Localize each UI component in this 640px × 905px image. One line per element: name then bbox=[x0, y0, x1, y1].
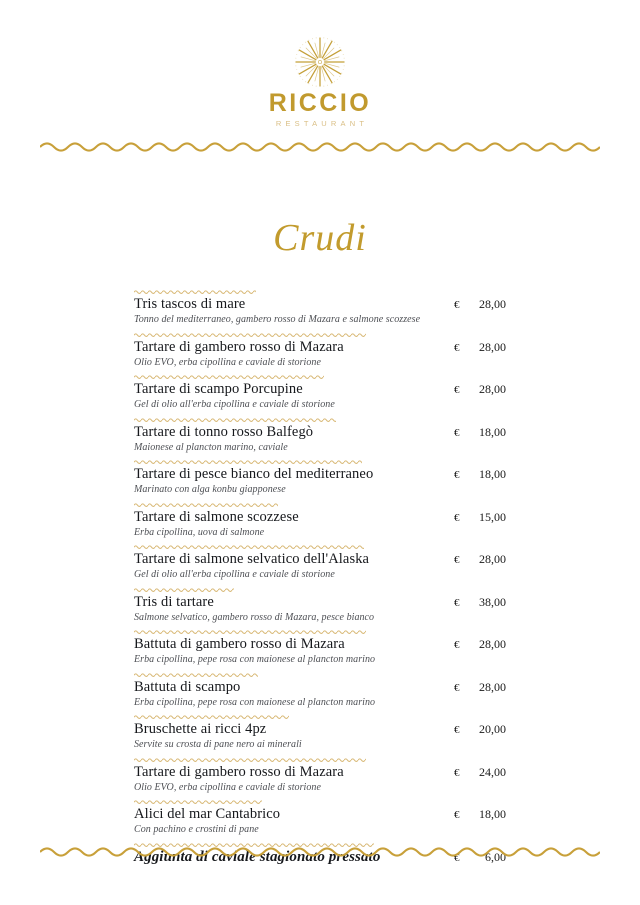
menu-item-name: Tartare di scampo Porcupine bbox=[134, 381, 303, 398]
menu-item bbox=[134, 369, 506, 412]
menu-item-price bbox=[454, 680, 506, 695]
currency-symbol: € bbox=[454, 639, 460, 652]
menu-item-row bbox=[134, 466, 506, 483]
menu-item-description: Servite su crosta di pane nero ai minerali bbox=[134, 739, 302, 751]
menu-item-price bbox=[454, 637, 506, 652]
menu-item-row bbox=[134, 594, 506, 611]
menu-item bbox=[134, 709, 506, 752]
currency-symbol: € bbox=[454, 469, 460, 482]
item-separator bbox=[134, 672, 258, 677]
menu-item-row bbox=[134, 509, 506, 526]
item-separator bbox=[134, 587, 234, 592]
currency-symbol: € bbox=[454, 426, 460, 439]
menu-item-name: Tris tascos di mare bbox=[134, 296, 246, 313]
price-amount: 18,00 bbox=[479, 424, 506, 439]
menu-item-row bbox=[134, 721, 506, 738]
price-amount: 28,00 bbox=[479, 679, 506, 694]
menu-item-description: Gel di olio all'erba cipollina e caviale di storione bbox=[134, 569, 335, 581]
menu-item-price bbox=[454, 425, 506, 440]
item-separator bbox=[134, 502, 278, 507]
wave-divider-bottom bbox=[40, 845, 600, 859]
menu-item-row bbox=[134, 381, 506, 398]
menu-item-price bbox=[454, 382, 506, 397]
price-amount: 6,00 bbox=[485, 849, 506, 864]
menu-item-description: Marinato con alga konbu giapponese bbox=[134, 484, 286, 496]
menu-item-description: Salmone selvatico, gambero rosso di Mazara, pesce bianco bbox=[134, 611, 375, 623]
price-amount: 28,00 bbox=[479, 637, 506, 652]
item-separator bbox=[134, 714, 289, 719]
menu-item-row bbox=[134, 806, 506, 823]
sunburst-icon bbox=[290, 36, 350, 88]
menu-item-name: Tartare di salmone selvatico dell'Alaska bbox=[134, 551, 370, 568]
currency-symbol: € bbox=[454, 341, 460, 354]
menu-item-row bbox=[134, 764, 506, 781]
menu-item bbox=[134, 794, 506, 837]
currency-symbol: € bbox=[454, 809, 460, 822]
menu-item-price bbox=[454, 722, 506, 737]
menu-item-row bbox=[134, 339, 506, 356]
menu-item-row bbox=[134, 551, 506, 568]
menu-item-name: Battuta di scampo bbox=[134, 678, 241, 695]
price-amount: 15,00 bbox=[479, 509, 506, 524]
menu-item bbox=[134, 284, 506, 327]
price-amount: 28,00 bbox=[479, 382, 506, 397]
price-amount: 18,00 bbox=[479, 807, 506, 822]
menu-item bbox=[134, 327, 506, 370]
menu-item bbox=[134, 667, 506, 710]
currency-symbol: € bbox=[454, 851, 460, 864]
currency-symbol: € bbox=[454, 511, 460, 524]
menu-item-row bbox=[134, 679, 506, 696]
item-separator bbox=[134, 629, 366, 634]
menu-item-description: Olio EVO, erba cipollina e caviale di storione bbox=[134, 781, 321, 793]
menu-item-name: Tartare di tonno rosso Balfegò bbox=[134, 423, 314, 440]
menu-item bbox=[134, 752, 506, 795]
item-separator bbox=[134, 459, 362, 464]
menu-item-name: Alici del mar Cantabrico bbox=[134, 806, 281, 823]
item-separator bbox=[134, 374, 324, 379]
menu-item-price bbox=[454, 595, 506, 610]
menu-item-description: Gel di olio all'erba cipollina e caviale di storione bbox=[134, 399, 335, 411]
menu-item-row bbox=[134, 636, 506, 653]
item-separator bbox=[134, 332, 366, 337]
menu-item-description: Erba cipollina, pepe rosa con maionese al plancton marino bbox=[134, 654, 376, 666]
menu-item bbox=[134, 412, 506, 455]
menu-item-price bbox=[454, 765, 506, 780]
menu-item-price bbox=[454, 807, 506, 822]
currency-symbol: € bbox=[454, 299, 460, 312]
menu-item-row bbox=[134, 296, 506, 313]
menu-item-name: Tris di tartare bbox=[134, 593, 214, 610]
menu-item-list bbox=[134, 284, 506, 866]
currency-symbol: € bbox=[454, 681, 460, 694]
item-separator bbox=[134, 289, 256, 294]
price-amount: 28,00 bbox=[479, 552, 506, 567]
menu-item-description: Tonno del mediterraneo, gambero rosso di Mazara e salmone scozzese bbox=[134, 314, 421, 326]
menu-item bbox=[134, 454, 506, 497]
item-separator bbox=[134, 417, 336, 422]
currency-symbol: € bbox=[454, 384, 460, 397]
menu-item-name: Tartare di salmone scozzese bbox=[134, 508, 299, 525]
currency-symbol: € bbox=[454, 766, 460, 779]
menu-item-name: Tartare di pesce bianco del mediterraneo bbox=[134, 466, 374, 483]
menu-item-description: Maionese al plancton marino, caviale bbox=[134, 441, 288, 453]
menu-item bbox=[134, 624, 506, 667]
menu-item bbox=[134, 582, 506, 625]
currency-symbol: € bbox=[454, 554, 460, 567]
price-amount: 24,00 bbox=[479, 764, 506, 779]
menu-item-name: Aggiunta di caviale stagionato pressato bbox=[134, 848, 381, 865]
menu-item-description: Con pachino e crostini di pane bbox=[134, 824, 259, 836]
price-amount: 18,00 bbox=[479, 467, 506, 482]
item-separator bbox=[134, 544, 364, 549]
menu-header bbox=[0, 0, 640, 128]
menu-item-row bbox=[134, 424, 506, 441]
price-amount: 28,00 bbox=[479, 339, 506, 354]
currency-symbol: € bbox=[454, 596, 460, 609]
wave-divider-top bbox=[40, 140, 600, 154]
menu-item-name: Tartare di gambero rosso di Mazara bbox=[134, 338, 344, 355]
brand-subtitle: RESTAURANT bbox=[275, 119, 369, 129]
menu-item bbox=[134, 497, 506, 540]
currency-symbol: € bbox=[454, 724, 460, 737]
menu-item-description: Erba cipollina, pepe rosa con maionese al plancton marino bbox=[134, 696, 376, 708]
item-separator bbox=[134, 799, 262, 804]
menu-item-description: Erba cipollina, uova di salmone bbox=[134, 526, 265, 538]
price-amount: 28,00 bbox=[479, 297, 506, 312]
menu-item-name: Battuta di gambero rosso di Mazara bbox=[134, 636, 345, 653]
menu-item-price bbox=[454, 467, 506, 482]
section-title: Crudi bbox=[273, 217, 367, 260]
menu-item-name: Tartare di gambero rosso di Mazara bbox=[134, 763, 344, 780]
price-amount: 20,00 bbox=[479, 722, 506, 737]
menu-item-name: Bruschette ai ricci 4pz bbox=[134, 721, 267, 738]
item-separator bbox=[134, 757, 366, 762]
menu-item-price bbox=[454, 510, 506, 525]
menu-item-price bbox=[454, 340, 506, 355]
brand-name: RICCIO bbox=[268, 89, 372, 117]
menu-item bbox=[134, 539, 506, 582]
menu-item-price bbox=[454, 552, 506, 567]
price-amount: 38,00 bbox=[479, 594, 506, 609]
menu-item-description: Olio EVO, erba cipollina e caviale di storione bbox=[134, 356, 321, 368]
menu-item-price bbox=[454, 297, 506, 312]
